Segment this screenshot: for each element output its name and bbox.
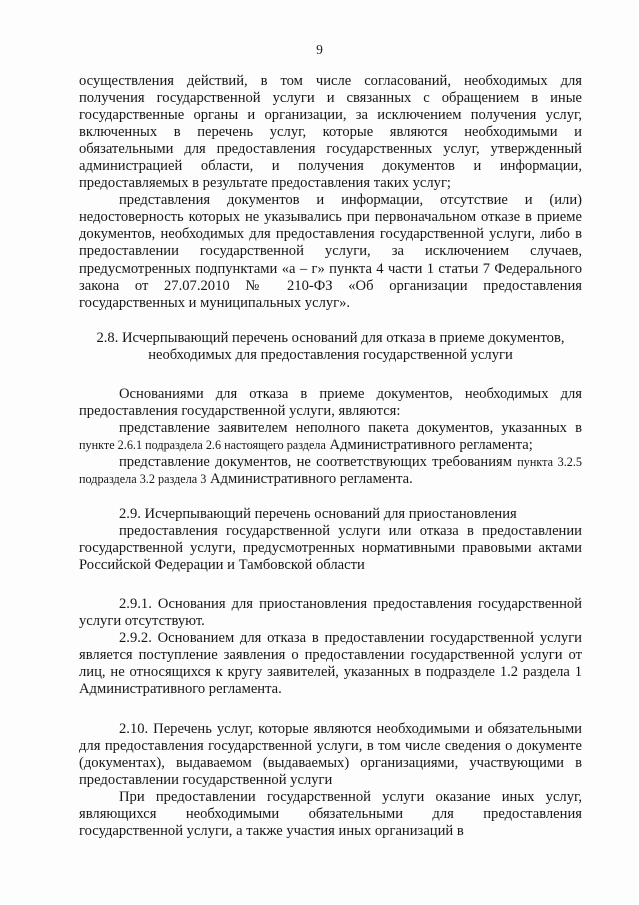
nonconforming-regulation: Административного регламента. [206,470,413,487]
paragraph-nonconforming-documents [79,454,582,488]
section-heading-2-9-first-line: 2.9. Исчерпывающий перечень оснований для приостановления [119,506,517,523]
page-number: 9 [316,42,323,57]
section-heading-2-10: 2.10. Перечень услуг, которые являются необходимыми и обязательными для предоставления государственной услуги, в том числе сведения о документе (документах), выдаваемом (выдаваемых) организациями, участвующими в предоставлении государственной услуги [79,720,582,788]
page-body [79,73,582,840]
paragraph-2-9-2: 2.9.2. Основанием для отказа в предоставлении государственной услуги является поступление заявления о предоставлении государственной услуги от лиц, не относящихся к кругу заявителей, указанных в подразделе 1.2 раздела 1 Административного регламента. [79,630,582,698]
incomplete-package-reference: пункте 2.6.1 подраздела 2.6 настоящего раздела [79,437,326,452]
nonconforming-text: представление документов, не соответствующих требованиям [119,453,512,470]
nonconforming-reference: пункта 3.2.5 подраздела 3.2 раздела 3 [79,454,582,486]
paragraph-incomplete-package [79,420,582,454]
paragraph-actions-approvals: осуществления действий, в том числе согласований, необходимых для получения государственной услуги и связанных с обращением в иные государственные органы и организации, за исключением получения услуг, включенных в перечень услуг, которые являются необходимыми и обязательными для предоставления государственных услуг, утвержденный администрацией области, и получения документов и информации, предоставляемых в результате предоставления таких услуг; [79,73,582,192]
paragraph-other-services: При предоставлении государственной услуги оказание иных услуг, являющихся необходимыми обязательными для предоставления государственной услуги, а также участия иных организаций в [79,788,582,839]
paragraph-refusal-grounds: Основаниями для отказа в приеме документов, необходимых для предоставления государственной услуги, являются: [79,385,582,419]
section-heading-2-8: 2.8. Исчерпывающий перечень оснований для отказа в приеме документов, необходимых для предоставления государственной услуги [96,329,565,363]
paragraph-documents-information: представления документов и информации, отсутствие и (или) недостоверность которых не указывались при первоначальном отказе в приеме документов, необходимых для предоставления государственной услуги, либо в предоставлении государственной услуги, за исключением случаев, предусмотренных подпунктами «а – г» пункта 4 части 1 статьи 7 Федерального закона от 27.07.2010 № 210-ФЗ «Об организации предоставления государственных и муниципальных услуг». [79,192,582,311]
paragraph-2-9-1: 2.9.1. Основания для приостановления предоставления государственной услуги отсутствуют. [79,596,582,630]
incomplete-package-regulation: Административного регламента; [325,436,533,453]
incomplete-package-text: представление заявителем неполного пакета документов, указанных в [119,419,582,436]
section-heading-2-9-rest: предоставления государственной услуги или отказа в предоставлении государственной услуги, предусмотренных нормативными правовыми актами Российской Федерации и Тамбовской области [79,523,582,574]
